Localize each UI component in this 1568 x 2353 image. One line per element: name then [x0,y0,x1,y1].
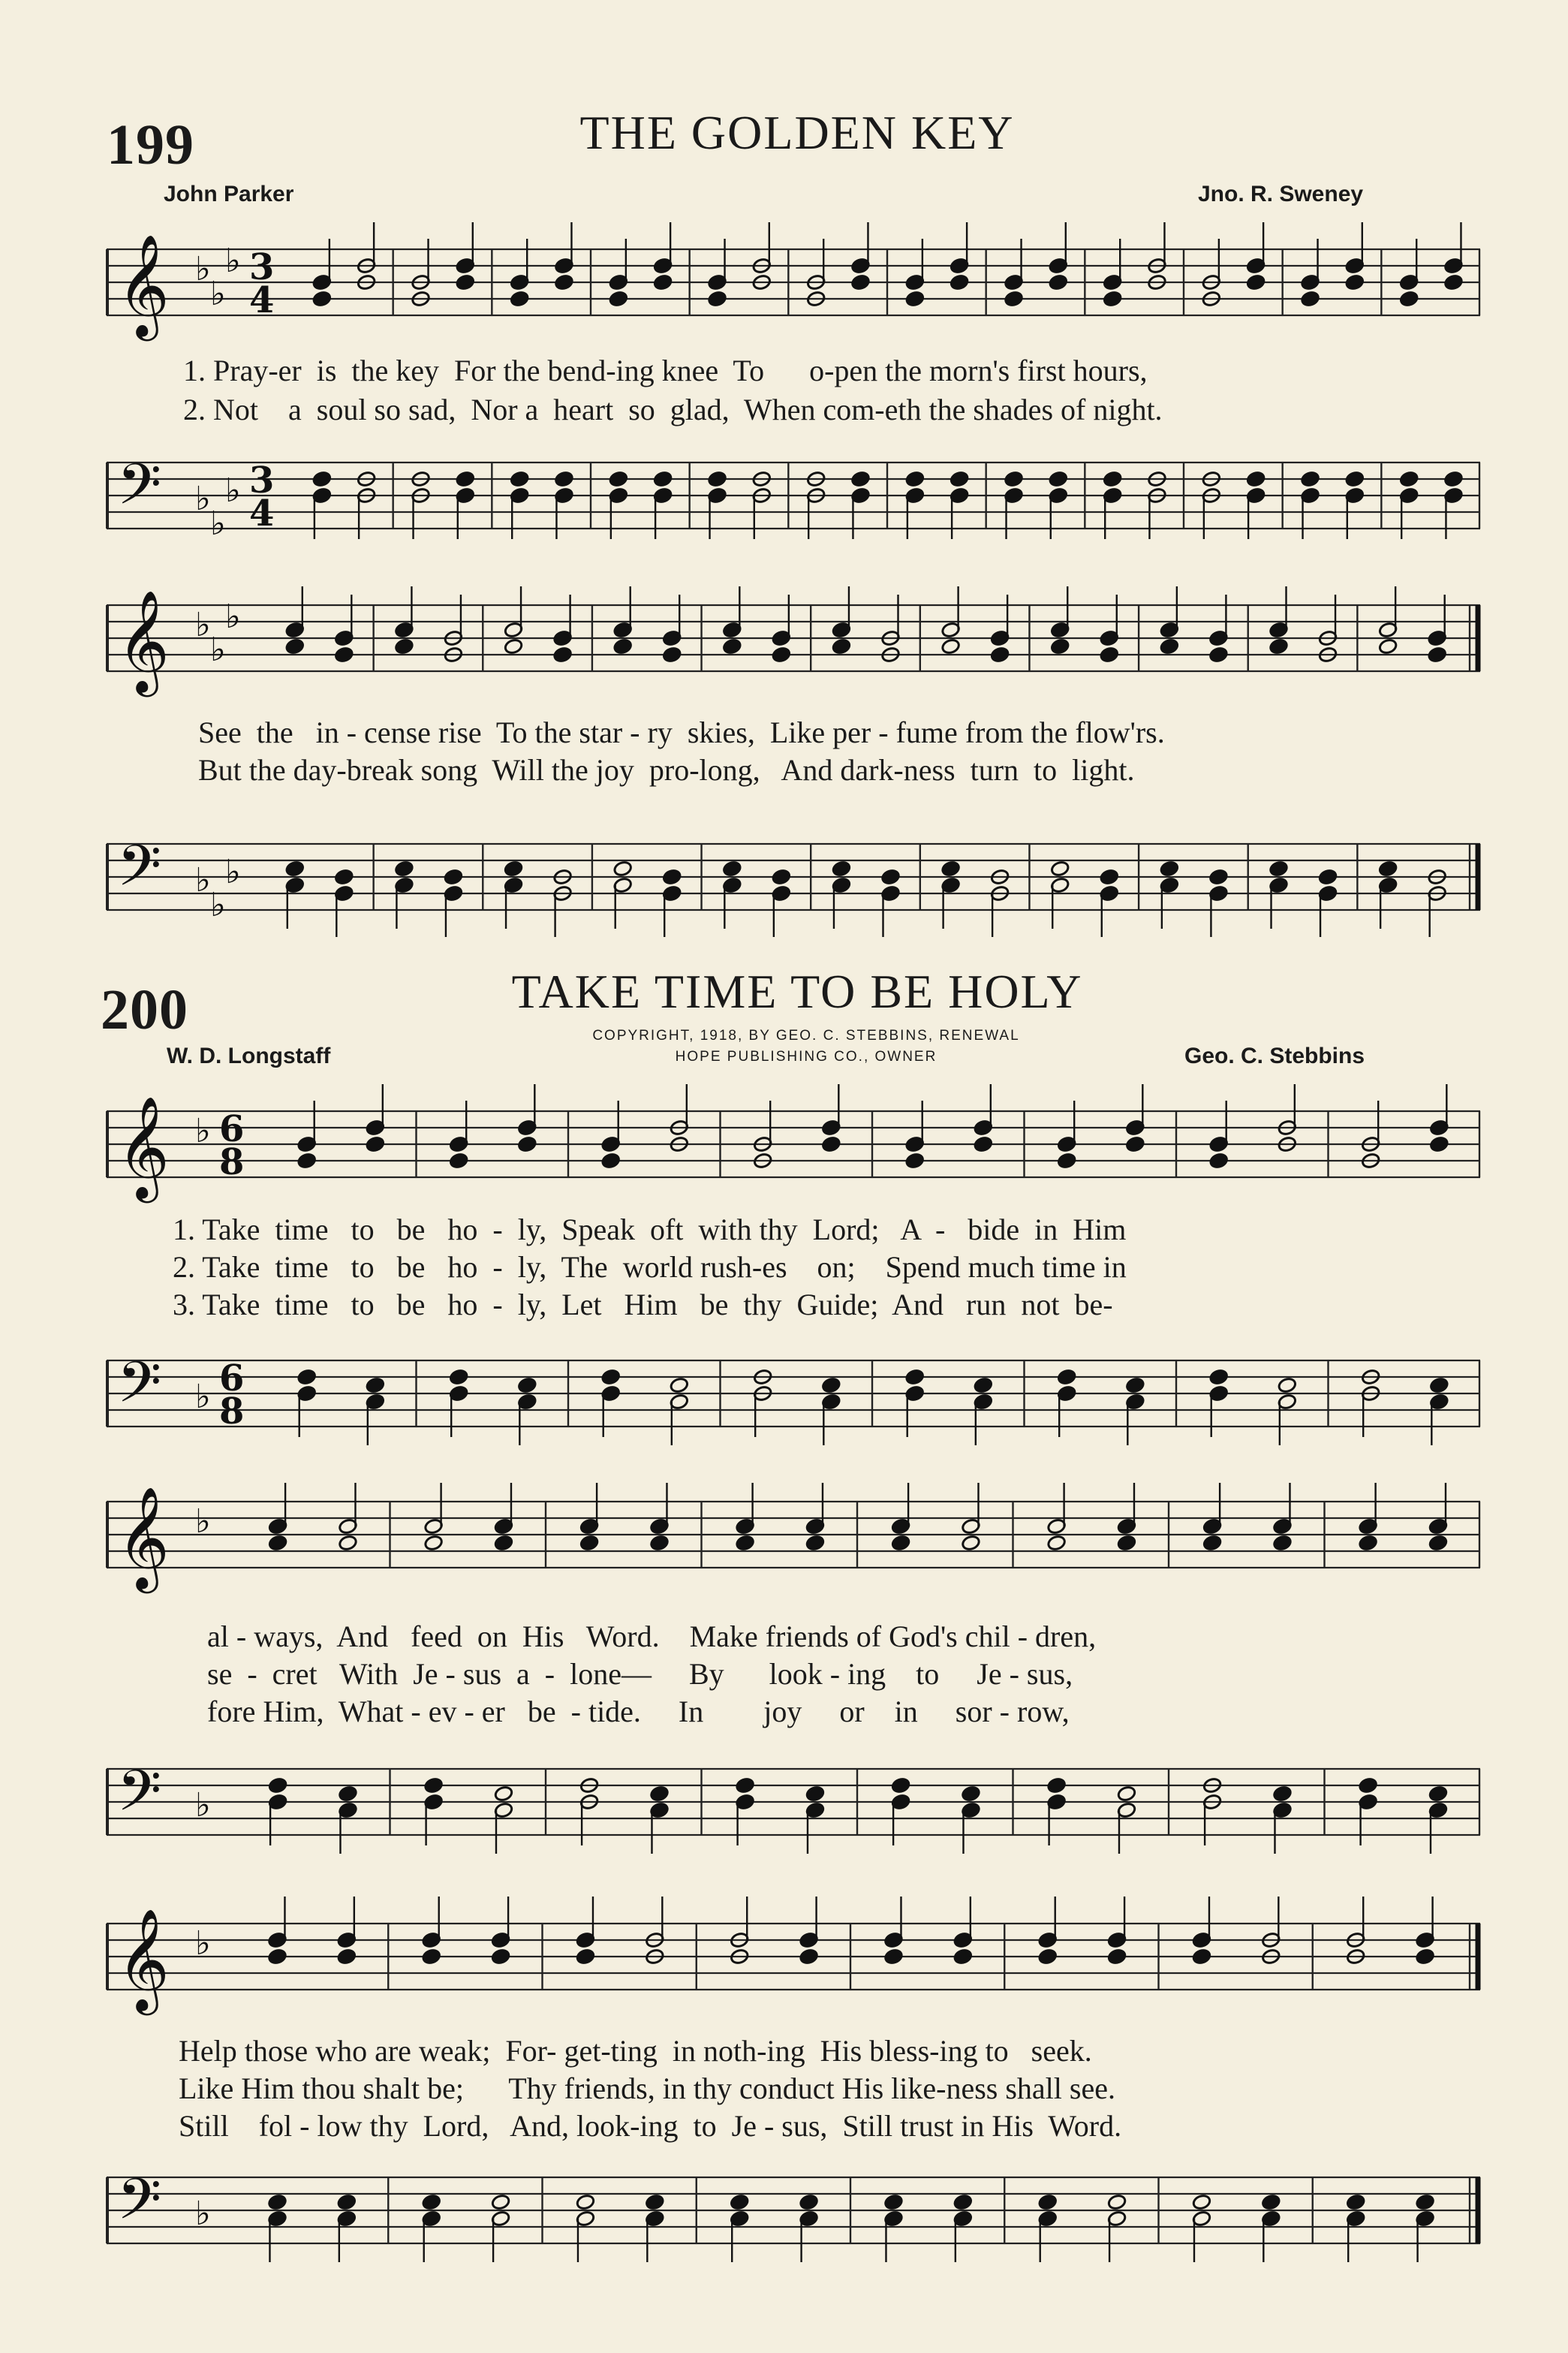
note-head [953,1948,973,1966]
note-head [974,1377,993,1394]
note-head [1429,1136,1449,1153]
lyric-verse-2: Like Him thou shalt be; Thy friends, in thy conduct His like-ness shall see. [179,2071,1115,2105]
lyric-verse-3: fore Him, What - ev - er be - tide. In joy or in sor - row, [207,1695,1070,1728]
time-signature-bottom: 8 [219,1390,245,1433]
note-head [707,471,727,488]
bass-clef-icon: 𝄢 [117,451,162,532]
note-head [338,1535,357,1552]
bass-staff-lines [107,833,1480,924]
note-head [504,860,523,878]
note-head [491,2194,510,2211]
note-head [491,1948,510,1966]
bass-staff-lines [107,2166,1480,2246]
note-head [1246,471,1266,488]
time-signature-top: 6 [219,1357,245,1399]
note-head [799,1948,819,1966]
note-head [1359,1777,1378,1794]
note-head [1416,2194,1435,2211]
note-head [891,1535,910,1552]
flat-icon: ♭ [225,242,241,280]
lyric-verse-3: Still fol - low thy Lord, And, look-ing to Je - sus, Still trust in His Word. [179,2109,1122,2143]
note-head [653,471,673,488]
note-head [366,1377,385,1394]
note-head [517,1136,537,1153]
composer: Jno. R. Sweney [1198,182,1364,206]
composer: Geo. C. Stebbins [1184,1044,1365,1068]
note-head [941,638,961,655]
note-head [649,1535,669,1552]
note-head [1416,1948,1435,1966]
note-head [950,471,969,488]
flat-icon: ♭ [195,1378,211,1416]
flat-icon: ♭ [195,1924,211,1963]
note-head [722,860,742,878]
lyric-verse-2: se - cret With Je - sus a - lone— By look - ing to Je - sus, [207,1657,1073,1691]
note-head [554,274,573,291]
note-head [1117,1785,1136,1803]
note-head [1100,646,1119,664]
hymn-number: 200 [101,978,188,1041]
note-head [1208,646,1228,664]
flat-icon: ♭ [210,275,226,313]
treble-staff-lines [107,1485,1480,1589]
note-head [645,2194,664,2211]
note-head [905,471,925,488]
treble-staff [107,589,1480,692]
note-head [1057,1152,1076,1170]
note-head [670,1377,689,1394]
note-head [1107,2194,1127,2211]
note-head [707,291,727,308]
note-head [1261,2194,1281,2211]
hymn-title: THE GOLDEN KEY [579,106,1015,159]
note-head [422,2194,441,2211]
note-head [553,646,573,664]
note-head [832,638,851,655]
time-signature-top: 3 [249,459,275,502]
note-head [424,1535,444,1552]
note-head [422,1948,441,1966]
note-head [1050,860,1070,878]
flat-icon: ♭ [195,2195,211,2233]
note-head [297,1369,317,1386]
note-head [1103,471,1122,488]
note-head [1246,274,1266,291]
flat-icon: ♭ [225,598,241,636]
note-head [1117,1535,1136,1552]
note-head [494,1535,513,1552]
note-head [653,274,673,291]
treble-staff-lines [107,233,1480,336]
copyright-line-2: HOPE PUBLISHING CO., OWNER [675,1049,937,1065]
treble-staff-lines [107,589,1480,692]
note-head [576,1948,595,1966]
note-head [1346,2194,1365,2211]
bass-staff [107,833,1480,924]
treble-staff [107,1907,1480,2011]
note-head [821,1136,841,1153]
note-head [312,471,332,488]
note-head [510,471,529,488]
note-head [722,638,742,655]
bass-clef-icon: 𝄢 [117,1758,162,1838]
note-head [1050,638,1070,655]
note-head [730,2194,749,2211]
note-head [267,1948,287,1966]
time-signature-top: 3 [249,246,275,288]
note-head [950,274,969,291]
note-head [337,1948,357,1966]
note-head [891,1777,910,1794]
note-head [1103,291,1122,308]
note-head [334,646,354,664]
note-head [504,638,523,655]
note-head [1378,638,1398,655]
flat-icon: ♭ [195,861,211,899]
time-signature-top: 6 [219,1108,245,1150]
note-head [449,1369,468,1386]
note-head [609,291,628,308]
note-head [366,1136,385,1153]
note-head [456,471,475,488]
note-head [736,1535,755,1552]
lyric-verse-2: But the day-break song Will the joy pro-long, And dark-ness turn to light. [198,753,1135,787]
treble-staff-lines [107,1907,1480,2011]
note-head [1345,471,1365,488]
note-head [1428,646,1447,664]
note-head [1429,1377,1449,1394]
note-head [601,1152,621,1170]
note-head [832,860,851,878]
time-signature-bottom: 4 [249,279,275,321]
bass-staff-lines [107,1758,1480,1838]
note-head [554,471,573,488]
note-head [1359,1535,1378,1552]
bass-staff [107,1758,1480,1838]
note-head [1399,291,1419,308]
note-head [1272,1785,1292,1803]
note-head [961,1785,980,1803]
note-head [285,638,305,655]
flat-icon: ♭ [195,1786,211,1824]
note-head [268,1777,287,1794]
note-head [905,291,925,308]
note-head [1004,471,1023,488]
note-head [905,1369,925,1386]
treble-clef-icon: 𝄞 [117,233,170,336]
note-head [1269,860,1288,878]
note-head [1269,638,1288,655]
lyric-verse-1: 1. Take time to be ho - ly, Speak oft with thy Lord; A - bide in Him [173,1213,1127,1246]
note-head [297,1152,317,1170]
note-head [1300,291,1320,308]
note-head [805,1535,825,1552]
note-head [1160,860,1179,878]
treble-clef-icon: 𝄞 [117,1907,170,2011]
note-head [579,1535,599,1552]
note-head [613,638,633,655]
note-head [613,860,633,878]
note-head [1038,2194,1058,2211]
note-head [337,2194,357,2211]
hymn-title: TAKE TIME TO BE HOLY [511,965,1083,1018]
note-head [449,1152,468,1170]
note-head [1049,274,1068,291]
note-head [974,1136,993,1153]
note-head [394,860,414,878]
note-head [394,638,414,655]
flat-icon: ♭ [210,886,226,924]
note-head [1399,471,1419,488]
note-head [601,1369,621,1386]
lyric-verse-1: See the in - cense rise To the star - ry skies, Like per - fume from the flow'rs. [198,716,1165,749]
note-head [1209,1152,1229,1170]
bass-staff [107,1349,1480,1433]
note-head [772,869,791,886]
hymn-number: 199 [107,113,194,176]
note-head [961,1535,980,1552]
treble-staff-lines [107,1095,1480,1198]
note-head [1192,2194,1211,2211]
note-head [1192,1948,1211,1966]
note-head [1378,860,1398,878]
lyric-verse-2: 2. Take time to be ho - ly, The world rush-es on; Spend much time in [173,1250,1127,1284]
note-head [883,1948,903,1966]
treble-clef-icon: 𝄞 [117,1485,170,1589]
bass-staff-lines [107,1349,1480,1433]
note-head [1125,1136,1145,1153]
treble-clef-icon: 𝄞 [117,1095,170,1198]
note-head [990,646,1010,664]
note-head [1318,869,1338,886]
treble-clef-icon: 𝄞 [117,589,170,692]
note-head [905,1152,925,1170]
copyright-line-1: COPYRIGHT, 1918, BY GEO. C. STEBBINS, RENEWAL [592,1028,1020,1044]
note-head [772,646,791,664]
note-head [1100,869,1119,886]
note-head [805,1785,825,1803]
note-head [1428,1535,1448,1552]
note-head [338,1785,357,1803]
note-head [1300,471,1320,488]
note-head [609,471,628,488]
bass-clef-icon: 𝄢 [117,1349,162,1430]
note-head [941,860,961,878]
time-signature-bottom: 8 [219,1141,245,1183]
note-head [1047,1535,1067,1552]
note-head [1345,274,1365,291]
flat-icon: ♭ [195,1502,211,1541]
bass-staff [107,451,1480,543]
note-head [662,869,682,886]
note-head [494,1785,513,1803]
note-head [1428,1785,1448,1803]
flat-icon: ♭ [225,853,241,891]
note-head [880,869,900,886]
note-head [1047,1777,1067,1794]
flat-icon: ♭ [195,606,211,644]
lyric-verse-1: al - ways, And feed on His Word. Make friends of God's chil - dren, [207,1619,1097,1653]
note-head [334,869,354,886]
note-head [456,274,475,291]
note-head [850,274,870,291]
note-head [850,471,870,488]
treble-staff [107,1095,1480,1198]
treble-staff [107,233,1480,336]
note-head [517,1377,537,1394]
note-head [1272,1535,1292,1552]
bass-staff-lines [107,451,1480,543]
flat-icon: ♭ [210,505,226,543]
note-head [1209,1369,1229,1386]
note-head [1208,869,1228,886]
note-head [1278,1377,1297,1394]
note-head [1004,291,1023,308]
note-head [883,2194,903,2211]
flat-icon: ♭ [210,631,226,669]
flat-icon: ♭ [195,480,211,518]
note-head [1202,1535,1222,1552]
lyric-verse-2: 2. Not a soul so sad, Nor a heart so glad, When com-eth the shades of night. [183,393,1163,426]
flat-icon: ♭ [195,1112,211,1150]
flat-icon: ♭ [225,472,241,510]
treble-staff [107,1485,1480,1589]
note-head [1125,1377,1145,1394]
note-head [799,2194,819,2211]
note-head [1443,471,1463,488]
lyricist: W. D. Longstaff [167,1044,331,1068]
bass-staff [107,2166,1480,2246]
note-head [1038,1948,1058,1966]
note-head [285,860,305,878]
note-head [267,2194,287,2211]
lyric-verse-3: 3. Take time to be ho - ly, Let Him be thy Guide; And run not be- [173,1288,1113,1321]
bass-clef-icon: 𝄢 [117,2166,162,2246]
bass-clef-icon: 𝄢 [117,833,162,913]
note-head [576,2194,595,2211]
note-head [1057,1369,1076,1386]
lyricist: John Parker [164,182,294,206]
time-signature-bottom: 4 [249,493,275,535]
note-head [736,1777,755,1794]
note-head [444,869,463,886]
note-head [953,2194,973,2211]
note-head [1160,638,1179,655]
note-head [662,646,682,664]
note-head [649,1785,669,1803]
flat-icon: ♭ [195,250,211,288]
note-head [1443,274,1463,291]
note-head [821,1377,841,1394]
lyric-verse-1: Help those who are weak; For- get-ting in noth-ing His bless-ing to seek. [179,2034,1092,2068]
note-head [510,291,529,308]
note-head [312,291,332,308]
lyric-verse-1: 1. Pray-er is the key For the bend-ing knee To o-pen the morn's first hours, [183,354,1148,387]
note-head [1107,1948,1127,1966]
note-head [1049,471,1068,488]
note-head [424,1777,444,1794]
note-head [268,1535,287,1552]
